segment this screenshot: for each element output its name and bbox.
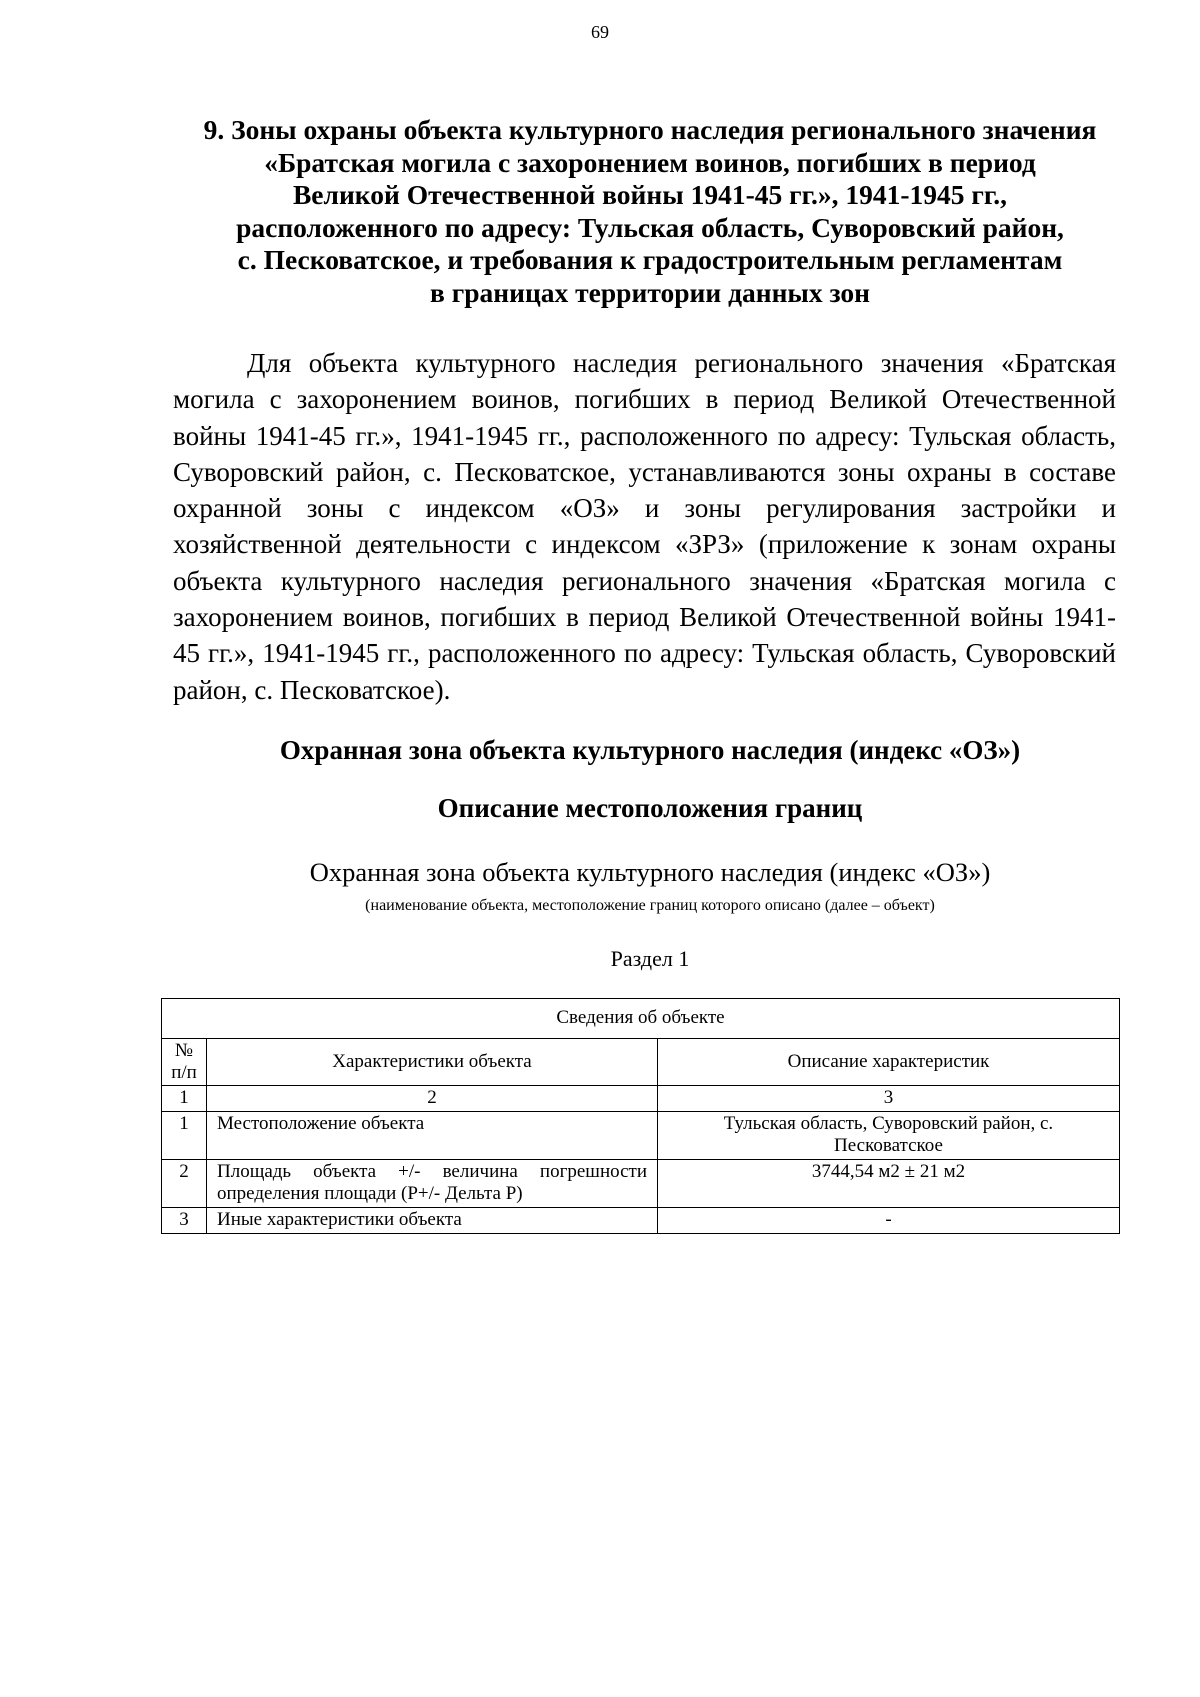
table-row — [162, 1208, 1120, 1234]
row-characteristic: Площадь объекта +/- величина погрешности определения площади (Р+/- Дельта Р) — [207, 1160, 658, 1208]
description-title: Описание местоположения границ — [437, 793, 863, 823]
row-number: 2 — [162, 1160, 207, 1208]
numbering-cell: 2 — [207, 1086, 658, 1112]
table-row — [162, 1160, 1120, 1208]
heading-line: Великой Отечественной войны 1941-45 гг.», 1941-1945 гг., — [292, 179, 1008, 210]
object-info-table — [161, 998, 1120, 1234]
heading-line: расположенного по адресу: Тульская область, Суворовский район, — [236, 211, 1064, 243]
table-numbering-row — [162, 1086, 1120, 1112]
row-value: 3744,54 м2 ± 21 м2 — [658, 1160, 1120, 1208]
table-caption-row — [162, 999, 1120, 1039]
row-number: 3 — [162, 1208, 207, 1234]
numbering-cell: 3 — [658, 1086, 1120, 1112]
table-header-row — [162, 1039, 1120, 1086]
object-note: (наименование объекта, местоположение границ которого описано (далее – объект) — [365, 897, 935, 914]
row-characteristic: Иные характеристики объекта — [207, 1208, 658, 1234]
numbering-cell: 1 — [162, 1086, 207, 1112]
section-heading — [150, 114, 1150, 309]
header-number: № п/п — [162, 1039, 207, 1086]
page-number: 69 — [591, 22, 609, 42]
heading-line: с. Песковатское, и требования к градостроительным регламентам — [237, 244, 1063, 275]
row-value: Тульская область, Суворовский район, с. Песковатское — [658, 1112, 1120, 1160]
header-description: Описание характеристик — [658, 1039, 1120, 1086]
table-caption: Сведения об объекте — [162, 999, 1120, 1039]
body-paragraph: Для объекта культурного наследия регионального значения «Братская могила с захоронением воинов, погибших в период Великой Отечественной войны 1941-45 гг.», 1941-1945 гг., расположенного по адресу: Тульская область, Суворовский район, с. Песковатское, устанавливаются зоны охраны в составе охранной зоны с индексом «ОЗ» и зоны регулирования застройки и хозяйственной деятельности с индексом «ЗРЗ» (приложение к зонам охраны объекта культурного наследия регионального значения «Братская могила с захоронением воинов, погибших в период Великой Отечественной войны 1941-45 гг.», 1941-1945 гг., расположенного по адресу: Тульская область, Суворовский район, с. Песковатское). — [173, 348, 1116, 705]
heading-line: в границах территории данных зон — [430, 276, 870, 308]
header-characteristics: Характеристики объекта — [207, 1039, 658, 1086]
row-number: 1 — [162, 1112, 207, 1160]
heading-line: 9. Зоны охраны объекта культурного наследия регионального значения — [203, 114, 1097, 145]
section-label: Раздел 1 — [610, 946, 690, 971]
row-characteristic: Местоположение объекта — [207, 1112, 658, 1160]
object-name: Охранная зона объекта культурного наследия (индекс «ОЗ») — [309, 857, 991, 887]
row-value: - — [658, 1208, 1120, 1234]
table-row — [162, 1112, 1120, 1160]
heading-line: «Братская могила с захоронением воинов, погибших в период — [264, 146, 1036, 178]
zone-title: Охранная зона объекта культурного наследия (индекс «ОЗ») — [279, 735, 1021, 765]
